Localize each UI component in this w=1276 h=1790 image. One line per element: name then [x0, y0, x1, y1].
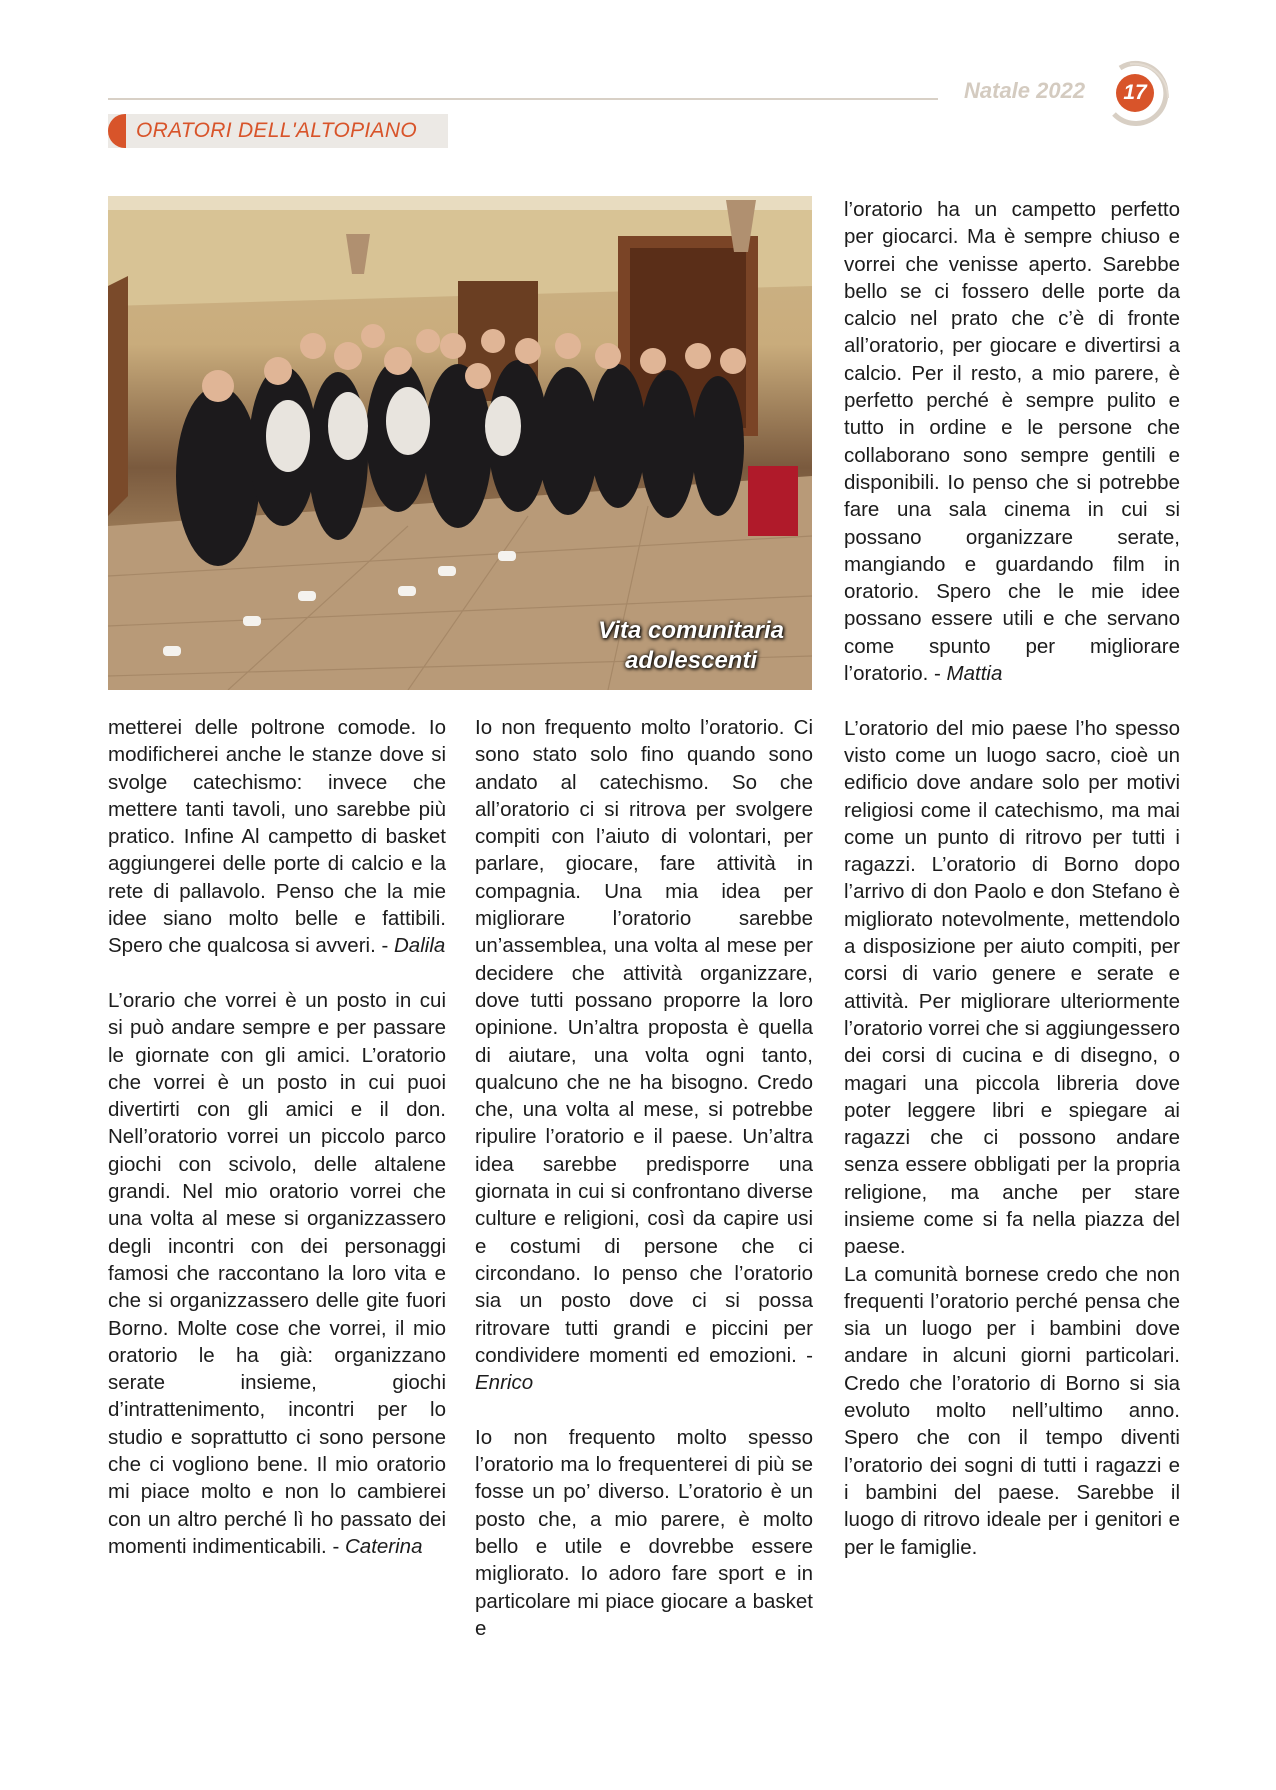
group-photo: [108, 196, 812, 690]
author-signature: Caterina: [344, 1534, 423, 1558]
paragraph-text: L’orario che vorrei è un posto in cui si può andare sempre e per passare le giornate con gli amici. L’oratorio che vorrei è un posto in cui puoi divertirti con gli amici e il don. Nell’oratorio vorrei un piccolo parco giochi con scivolo, delle altalene grandi. Nel mio oratorio vorrei che una volta al mese si organizzassero degli incontri con dei personaggi famosi che raccontano la loro vita e che si organizzassero delle gite fuori Borno. Molte cose che vorrei, il mio oratorio le ha già: organizzano serate insieme, giochi d’intrattenimento, incontri per lo studio e soprattutto ci sono persone che ci vogliono bene. Il mio oratorio mi piace molto e non lo cambierei con un altro perché lì ho passato dei momenti indimenticabili. -: [108, 988, 446, 1558]
paragraph-text: metterei delle poltrone comode. Io modificherei anche le stanze dove si svolge catechismo: invece che mettere tanti tavoli, uno sarebbe più pratico. Infine Al campetto di basket aggiungerei delle porte di calcio e la rete di pallavolo. Penso che la mie idee siano molto belle e fattibili. Spero che qualcosa si avveri. -: [108, 716, 446, 958]
paragraph: [108, 987, 446, 1560]
text-column-2: [475, 714, 813, 1642]
section-title: ORATORI DELL'ALTOPIANO: [136, 119, 417, 142]
paragraph: [844, 196, 1180, 687]
issue-label: Natale 2022: [964, 78, 1086, 103]
paragraph: [475, 1424, 813, 1642]
author-signature: Enrico: [475, 1371, 534, 1395]
paragraph-text: Io non frequento molto l’oratorio. Ci sono stato solo fino quando sono andato al catechismo. So che all’oratorio ci si ritrova per svolgere compiti con l’aiuto di volontari, per parlare, giocare, fare attività in compagnia. Una mia idea per migliorare l’oratorio sarebbe un’assemblea, una volta al mese per decidere che attività organizzare, dove tutti possano proporre la loro opinione. Un’altra proposta è quella di aiutare, una volta ogni tanto, qualcuno che ne ha bisogno. Credo che, una volta al mese, si potrebbe ripulire l’oratorio e il paese. Un’altra idea sarebbe predisporre una giornata in cui si confrontano diverse culture e religioni, così da capire usi e costumi di persone che ci circondano. Io penso che l’oratorio sia un posto dove ci si possa ritrovare tutti grandi e piccini per condividere momenti ed emozioni. -: [475, 716, 813, 1367]
author-signature: Dalila: [394, 934, 446, 958]
photo-caption-line2: adolescenti: [625, 647, 758, 674]
paragraph-text: L’oratorio del mio paese l’ho spesso visto come un luogo sacro, cioè un edificio dove andare solo per motivi religiosi come il catechismo, ma mai come un punto di ritrovo per tutti i ragazzi. L’oratorio di Borno dopo l’arrivo di don Paolo e don Stefano è migliorato notevolmente, mettendolo a disposizione per aiuto compiti, per corsi di vario genere e serate e attività. Per migliorare ulteriormente l’oratorio vorrei che si aggiungessero dei corsi di cucina e di disegno, o magari una piccola libreria dove poter leggere libri e spiegare ai ragazzi che ci possono andare senza essere obbligati per la propria religione, ma anche per stare insieme come si fa nella piazza del paese.: [844, 716, 1180, 1259]
text-column-1: [108, 714, 446, 1560]
paragraph-text: La comunità bornese credo che non frequenti l’oratorio perché pensa che sia un luogo per i bambini dove andare in alcuni giorni particolari. Credo che l’oratorio di Borno si sia evoluto molto nell’ultimo anno. Spero che con il tempo diventi l’oratorio dei sogni di tutti i ragazzi e i bambini del paese. Sarebbe il luogo di ritrovo ideale per i genitori e per le famiglie.: [844, 1262, 1180, 1559]
author-signature: Mattia: [946, 662, 1003, 686]
page-number-badge: 17: [1116, 74, 1154, 112]
section-tab: [108, 114, 448, 148]
photo-caption-line1: Vita comunitaria: [598, 617, 784, 644]
paragraph-text: l’oratorio ha un campetto perfetto per giocarci. Ma è sempre chiuso e vorrei che venisse aperto. Sarebbe bello se ci fossero delle porte da calcio nel prato che c’è di fronte all’oratorio, per giocare e divertirsi a calcio. Per il resto, a mio parere, è perfetto perché è sempre pulito e tutto in ordine e le persone che collaborano sono sempre gentili e disponibili. Io penso che si potrebbe fare una sala cinema in cui si possano organizzare serate, mangiando e guardando film in oratorio. Spero che le mie idee possano essere utili e che servano come spunto per migliorare l’oratorio. -: [844, 198, 1180, 686]
paragraph-text: Io non frequento molto spesso l’oratorio ma lo frequenterei di più se fosse un po’ diverso. L’oratorio è un posto che, a mio parere, è molto bello e utile e dovrebbe essere migliorato. Io adoro fare sport e in particolare mi piace giocare a basket e: [475, 1425, 813, 1640]
text-column-3: [844, 196, 1180, 1561]
header-rule: [108, 98, 938, 100]
section-tab-accent: [108, 114, 126, 148]
paragraph: [844, 715, 1180, 1261]
photo-caption: [598, 616, 784, 676]
paragraph: [844, 1261, 1180, 1561]
paragraph: [475, 714, 813, 1396]
paragraph: [108, 714, 446, 960]
